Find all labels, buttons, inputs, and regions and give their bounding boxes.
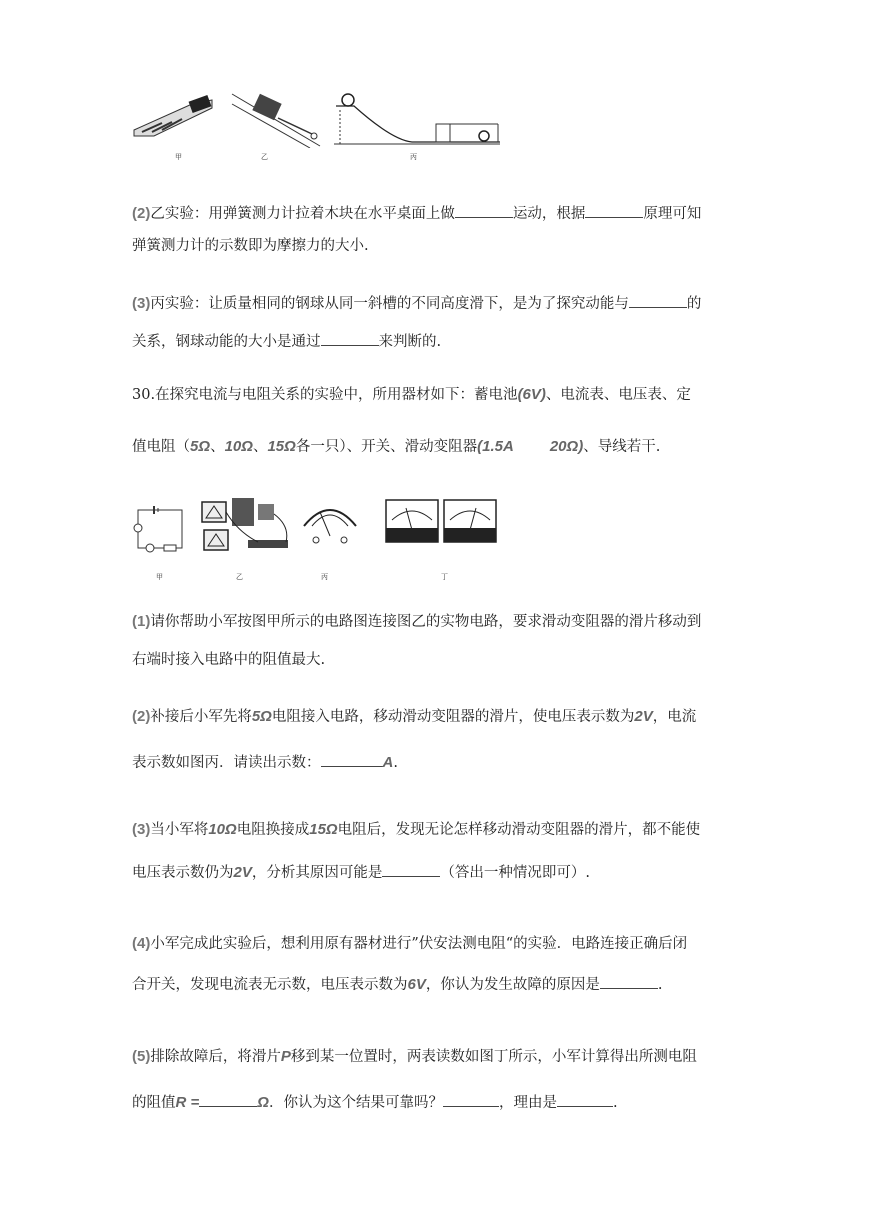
q30-5-text-e: ，理由是 <box>498 1095 557 1111</box>
q30-3-number: (3) <box>132 821 151 838</box>
q30-5-math-p: P <box>280 1048 291 1065</box>
figure-2-yi-apparatus <box>198 492 296 558</box>
q30-sep-2: 、 <box>252 439 268 455</box>
q30-4-text-d: . <box>657 977 663 993</box>
q29-2-text-c: 原理可知 <box>643 206 702 222</box>
q29-3-blank-1[interactable] <box>629 293 687 308</box>
q30-4-text-c: ，你认为发生故障的原因是 <box>425 977 600 993</box>
q30-3-text-a: 当小军将 <box>150 822 209 838</box>
q30-text-a: 30.在探究电流与电阻关系的实验中，所用器材如下：蓄电池 <box>132 387 518 403</box>
q30-5-blank-1[interactable] <box>199 1092 257 1107</box>
q30-3-blank-1[interactable] <box>382 862 440 877</box>
q29-2-text-a: 乙实验：用弹簧测力计拉着木块在水平桌面上做 <box>150 206 455 222</box>
q30-1-line1 <box>132 612 701 632</box>
q30-2-number: (2) <box>132 708 151 725</box>
q30-3-text-f: （答出一种情况即可）. <box>440 865 590 881</box>
figure-2-jia-circuit <box>132 500 187 558</box>
q29-2-line2 <box>132 236 369 256</box>
q30-2-math-5ohm: 5Ω <box>251 708 272 725</box>
q30-4-text-a: 小军完成此实验后，想利用原有器材进行”伏安法测电阻“的实验．电路连接正确后闭 <box>150 936 688 952</box>
q29-2-blank-1[interactable] <box>455 203 513 218</box>
q30-5-blank-3[interactable] <box>557 1092 613 1107</box>
figure-2-caption-jia: 甲 <box>156 573 163 581</box>
q30-3-math-10ohm: 10Ω <box>208 821 237 838</box>
q30-5-text-c: 的阻值 <box>132 1095 176 1111</box>
q30-text-e: 、导线若干. <box>583 439 661 455</box>
q30-2-line2 <box>132 752 398 773</box>
q30-1-line2 <box>132 650 325 670</box>
q29-2-line1 <box>132 203 701 224</box>
q30-math-15ohm: 15Ω <box>267 438 296 455</box>
figure-2-caption-yi: 乙 <box>236 573 243 581</box>
q30-3-text-d: 电压表示数仍为 <box>132 865 234 881</box>
figure-1-caption-jia: 甲 <box>175 153 182 161</box>
q30-3-line2 <box>132 862 590 883</box>
q30-5-text-a: 排除故障后，将滑片 <box>150 1049 281 1065</box>
q30-2-text-c: ，电流 <box>652 709 697 725</box>
q30-2-math-2v: 2V <box>634 708 653 725</box>
q30-4-line2 <box>132 974 662 995</box>
q29-3-text-b: 的 <box>686 296 702 312</box>
q30-5-number: (5) <box>132 1048 151 1065</box>
q30-math-20ohm: 20Ω) <box>549 438 584 455</box>
q30-2-line1 <box>132 707 696 727</box>
q30-3-line1 <box>132 820 700 840</box>
figure-2-caption-bing: 丙 <box>321 573 328 581</box>
q30-text-b: 、电流表、电压表、定 <box>545 387 691 403</box>
q30-3-text-c: 电阻后，发现无论怎样移动滑动变阻器的滑片，都不能使 <box>337 822 701 838</box>
figure-1-caption-bing: 丙 <box>410 153 417 161</box>
q30-line1 <box>132 385 691 405</box>
q30-text-c: 值电阻（ <box>132 439 190 455</box>
q29-2-blank-2[interactable] <box>585 203 643 218</box>
figure-1-jia-image <box>132 92 217 142</box>
q30-2-math-a: A <box>382 754 394 771</box>
q29-3-blank-2[interactable] <box>321 331 379 346</box>
q30-1-text-b: 右端时接入电路中的阻值最大. <box>132 652 326 668</box>
figure-2-bing-ammeter <box>300 498 360 548</box>
q29-2-number: (2) <box>132 205 151 222</box>
q30-line2 <box>132 437 660 457</box>
q30-5-math-ohm: Ω <box>257 1094 269 1111</box>
q29-3-text-d: 来判断的. <box>378 334 442 350</box>
figure-1-caption-yi: 乙 <box>261 153 268 161</box>
figure-2-caption-ding: 丁 <box>441 573 448 581</box>
q30-2-text-e: . <box>393 755 398 771</box>
q30-5-line2 <box>132 1092 618 1113</box>
q30-5-text-f: . <box>612 1095 618 1111</box>
q30-4-math-6v: 6V <box>407 976 426 993</box>
q30-4-number: (4) <box>132 935 151 952</box>
q30-5-math-r: R = <box>175 1094 200 1111</box>
figure-1-bing-image <box>332 88 502 148</box>
q30-4-line1 <box>132 934 687 954</box>
q30-math-1-5a: (1.5A <box>477 438 514 455</box>
q30-1-number: (1) <box>132 613 151 630</box>
q29-3-number: (3) <box>132 295 151 312</box>
q29-2-text-d: 弹簧测力计的示数即为摩擦力的大小. <box>132 238 369 254</box>
q30-3-text-b: 电阻换接成 <box>236 822 310 838</box>
q30-5-text-d: ．你认为这个结果可靠吗？ <box>268 1095 443 1111</box>
q30-3-math-2v: 2V <box>233 864 252 881</box>
figure-2-ding-meters <box>384 498 498 546</box>
q30-4-blank-1[interactable] <box>600 974 658 989</box>
q30-5-line1 <box>132 1047 697 1067</box>
figure-1-yi-image <box>230 90 325 148</box>
q30-3-text-e: ，分析其原因可能是 <box>251 865 383 881</box>
q30-2-text-a: 补接后小军先将 <box>150 709 252 725</box>
q29-3-text-a: 丙实验：让质量相同的钢球从同一斜槽的不同高度滑下，是为了探究动能与 <box>150 296 629 312</box>
q30-math-battery: (6V) <box>517 386 546 403</box>
q30-2-text-b: 电阻接入电路，移动滑动变阻器的滑片，使电压表示数为 <box>271 709 635 725</box>
q30-3-math-15ohm: 15Ω <box>309 821 338 838</box>
q29-3-text-c: 关系，钢球动能的大小是通过 <box>132 334 321 350</box>
q30-1-text-a: 请你帮助小军按图甲所示的电路图连接图乙的实物电路，要求滑动变阻器的滑片移动到 <box>150 614 702 630</box>
q30-math-5ohm: 5Ω <box>190 438 211 455</box>
q30-5-text-b: 移到某一位置时，两表读数如图丁所示，小军计算得出所测电阻 <box>290 1049 697 1065</box>
q30-5-blank-2[interactable] <box>443 1092 499 1107</box>
q30-2-blank-1[interactable] <box>321 752 383 767</box>
q30-4-text-b: 合开关，发现电流表无示数，电压表示数为 <box>132 977 408 993</box>
q29-2-text-b: 运动，根据 <box>512 206 586 222</box>
q30-2-text-d: 表示数如图丙．请读出示数： <box>132 755 321 771</box>
q30-math-10ohm: 10Ω <box>224 438 253 455</box>
q29-3-line1 <box>132 293 701 314</box>
q29-3-line2 <box>132 331 441 352</box>
q30-sep-1: 、 <box>210 439 225 455</box>
q30-text-d: 各一只）、开关、滑动变阻器 <box>295 439 478 455</box>
